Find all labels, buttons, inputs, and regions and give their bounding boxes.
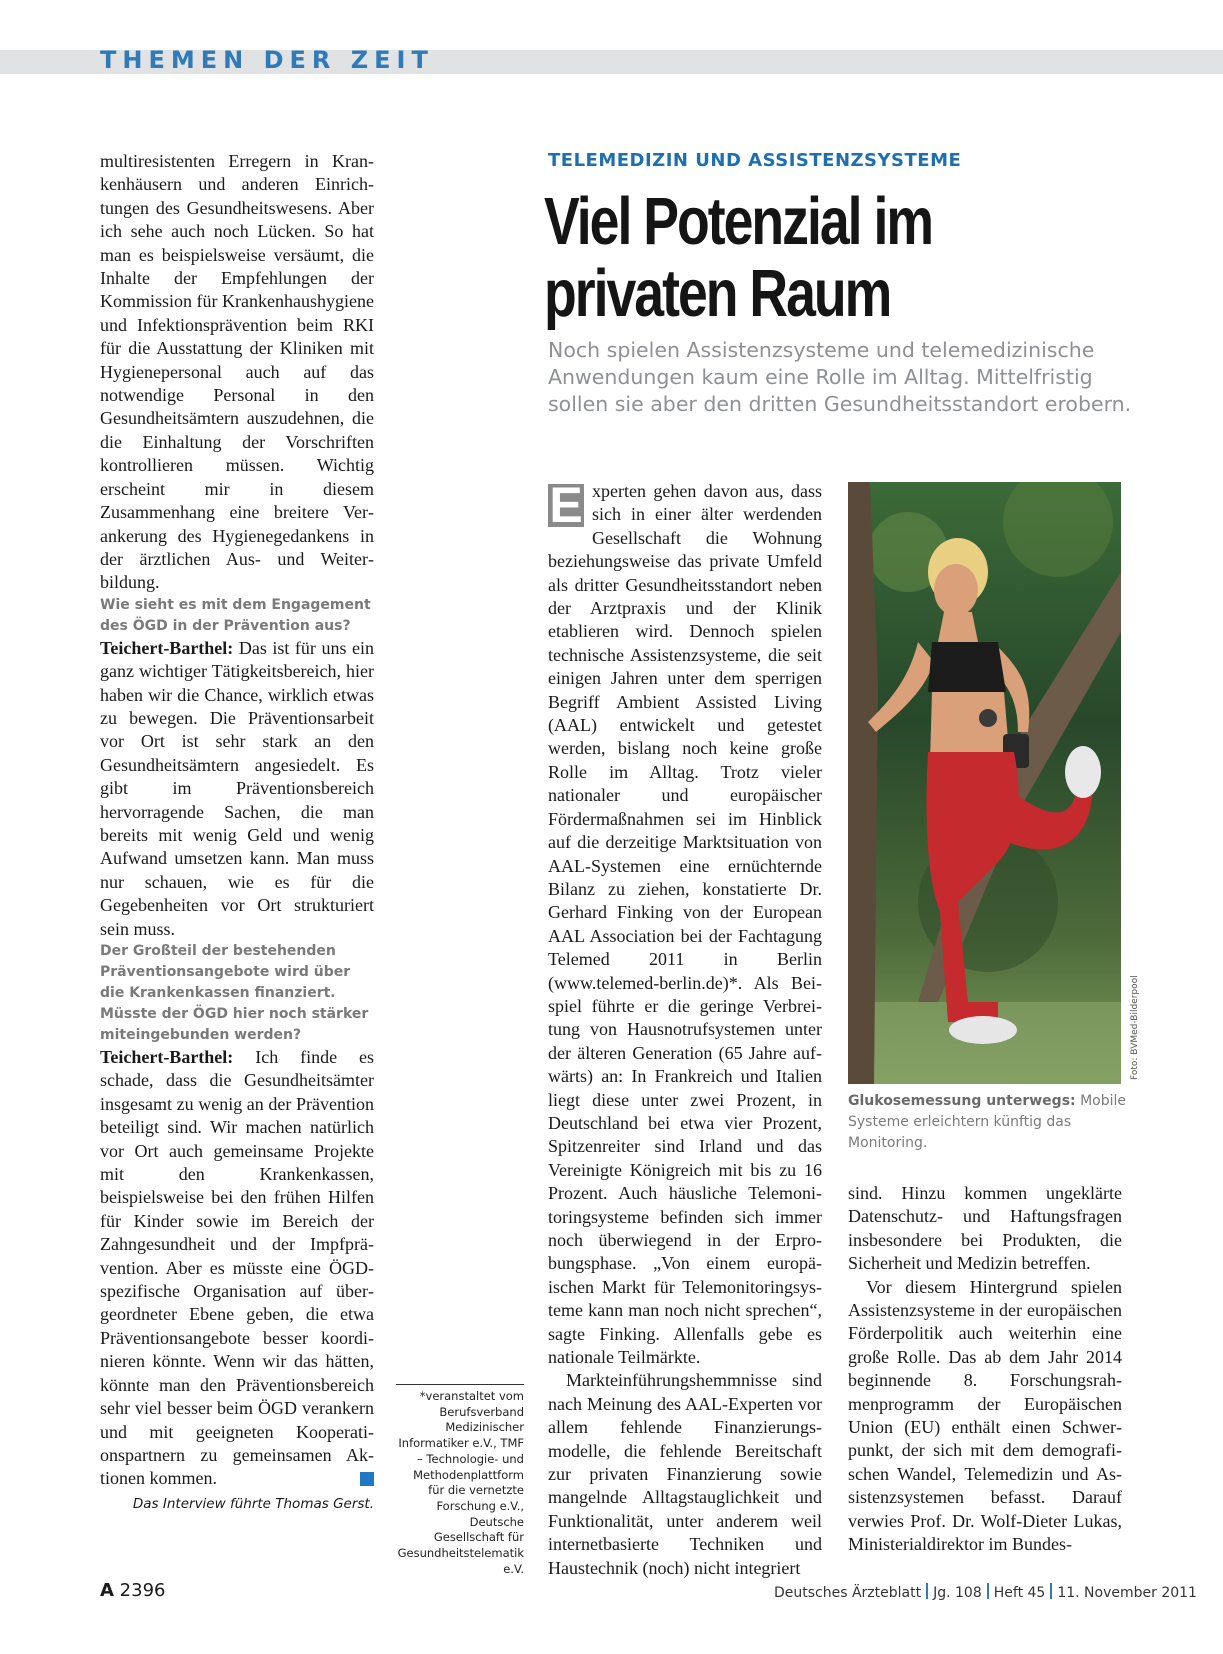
interview-paragraph: multiresistenten Erregern in Krankenhäusern und anderen Einrichtungen des Gesundheitswesens. Aber ich sehe auch noch Lücken. So hat man es beispielsweise versäumt, die Inhalte der Empfehlungen der Kommission für Krankenhaushygiene und Infektionsprävention beim RKI für die Ausstattung der Kliniken mit Hygienepersonal auch auf das notwendige Personal in den Gesundheitsämtern auszudehnen, die die Einhaltung der Vorschriften kontrollieren müssen. Wichtig erscheint mir in diesem Zusammenhang eine breitere Verankerung des Hygienegedankens in der ärztlichen Aus- und Weiterbildung.: [100, 151, 374, 593]
article-paragraph: sind. Hinzu kommen ungeklärte Datenschutz- und Haftungsfragen insbesondere bei Produkten, die Sicherheit und Medizin betreffen.: [848, 1183, 1122, 1274]
interview-answer: [100, 637, 374, 941]
speaker-name: Teichert-Barthel:: [100, 637, 234, 658]
separator: [926, 1583, 928, 1599]
article-photo: [848, 482, 1121, 1084]
interview-column: [100, 150, 374, 1516]
interview-question: Der Großteil der bestehenden Präventionsangebote wird über die Krankenkassen finanziert. Müsste der ÖGD hier noch stärker miteingebunden werden?: [100, 943, 369, 1043]
paragraph-text: xperten gehen davon aus, dass sich in einer älter werdenden Gesellschaft die Wohnung beziehungsweise das private Umfeld als dritter Gesundheitsstandort neben der Arztpraxis und der Klinik etablieren wird. Dennoch spielen technische Assistenzsysteme, die seit einigen Jahren unter dem sperrigen Begriff Ambient Assisted Living (AAL) entwickelt und getestet werden, bislang noch keine große Rolle im Alltag. Trotz vieler nationaler und europäischer Fördermaßnahmen sei im Hinblick auf die derzeitige Marktsituation von AAL-Systemen eine ernüchternde Bilanz zu ziehen, konstatierte Dr. Gerhard Finking von der European AAL Association bei der Fachtagung Telemed 2011 in Berlin (www.telemed-berlin.de)*. Als Beispiel führte er die geringe Verbreitung von Hausnotrufsystemen unter der älteren Generation (65 Jahre aufwärts) an: In Frankreich und Italien liegt diese unter zwei Prozent, in Deutschland bei etwa vier Prozent, Spitzenreiter sind Irland und das Vereinigte Königreich mit bis zu 16 Prozent. Auch häusliche Telemonitoringsysteme befinden sich immer noch überwiegend in der Erprobungsphase. „Von einem europäischen Markt für Telemonitoringsysteme kann man noch nicht sprechen“, sagte Finking. Allenfalls gebe es nationale Teilmärkte.: [548, 481, 822, 1368]
article-column-right: [848, 1182, 1122, 1557]
journal-info: [774, 1583, 1197, 1601]
speaker-name: Teichert-Barthel:: [100, 1047, 234, 1067]
separator: [987, 1583, 989, 1599]
article-headline: [544, 186, 932, 330]
page-prefix: A: [100, 1580, 114, 1601]
article-column-middle: [548, 477, 822, 1580]
jogger-photo-illustration: [848, 482, 1121, 1084]
article-paragraph: Vor diesem Hintergrund spielen Assistenzsysteme in der europäischen Förderpolitik auch weiterhin eine große Rolle. Das ab dem Jahr 2014 beginnende 8. Forschungsrahmenprogramm der Europäischen Union (EU) enthält einen Schwerpunkt, der sich mit dem demografischen Wandel, Telemedizin und Assistenzsystemen befasst. Darauf verwies Prof. Dr. Wolf-Dieter Lukas, Ministerialdirektor im Bundes-: [848, 1276, 1122, 1555]
article-paragraph: Markteinführungshemmnisse sind nach Meinung des AAL-Experten vor allem fehlende Finanzierungsmodelle, die fehlende Bereitschaft zur privaten Finanzierung sowie mangelnde Alltagstauglichkeit und Funktionalität, unter anderem weil internetbasierte Techniken und Haustechnik (noch) nicht integriert: [548, 1370, 822, 1578]
photo-caption: [848, 1091, 1128, 1154]
interview-question: Wie sieht es mit dem Engagement des ÖGD in der Prävention aus?: [100, 596, 371, 634]
end-mark-icon: [360, 1472, 374, 1486]
separator: [1050, 1583, 1052, 1599]
article-lead: Noch spielen Assistenzsysteme und telemedizinische Anwendungen kaum eine Rolle im Alltag. Mittelfristig sollen sie aber den dritten Gesundheitsstandort erobern.: [548, 338, 1132, 416]
headline-line: privaten Raum: [544, 256, 891, 331]
drop-cap: E: [549, 477, 583, 533]
page-number: [100, 1580, 165, 1601]
journal-name: Deutsches Ärzteblatt: [774, 1585, 922, 1601]
article-kicker: TELEMEDIZIN UND ASSISTENZSYSTEME: [548, 150, 962, 171]
answer-text: Ich finde es schade, dass die Gesundheitsämter insgesamt zu wenig an der Prävention beteiligt sind. Wir machen natürlich vor Ort auch gemeinsame Projekte mit den Krankenkassen, beispielsweise bei den frühen Hilfen für Kinder sowie im Bereich der Zahngesundheit und der Impfprävention. Aber es müsste eine ÖGD-spezifische Organisation auf übergeordneter Ebene geben, die etwa Präventionsangebote besser koordinieren könnte. Wenn wir das hätten, könnte man den Präventionsbereich sehr viel besser beim ÖGD verankern und mit geeigneten Kooperationspartnern zu gemeinsamen Aktionen kommen.: [100, 1047, 374, 1489]
journal-issue: Heft 45: [993, 1585, 1046, 1601]
journal-date: 11. November 2011: [1057, 1585, 1197, 1601]
photo-credit: Foto: BVMed-Bilderpool: [1130, 975, 1140, 1080]
footnote: *veranstaltet vom Berufsverband Medizinischer Informatiker e.V., TMF – Technologie- und Methodenplattform für die vernetzte Forschung e.V., Deutsche Gesellschaft für Gesundheitstelematik e.V.: [396, 1384, 524, 1577]
interview-credit: Das Interview führte Thomas Gerst.: [132, 1495, 374, 1512]
caption-text: Mobile Systeme erleichtern künftig das Monitoring.: [848, 1093, 1126, 1151]
section-title: THEMEN DER ZEIT: [100, 46, 434, 74]
caption-title: Glukosemessung unterwegs:: [848, 1093, 1076, 1109]
journal-volume: Jg. 108: [933, 1585, 982, 1601]
answer-text: Das ist für uns ein ganz wichtiger Tätigkeitsbereich, hier haben wir die Chance, wirklich etwas zu bewegen. Die Präventionsarbeit vor Ort ist sehr stark an den Gesundheitsämtern angesiedelt. Es gibt im Präventionsbereich hervorragende Sachen, die man bereits mit wenig Geld und wenig Aufwand umsetzen kann. Man muss nur schauen, wie es für die Gegebenheiten vor Ort strukturiert sein muss.: [100, 637, 374, 939]
headline-line: Viel Potenzial im: [544, 184, 932, 259]
page-number-value: 2396: [119, 1580, 166, 1601]
article-paragraph: [548, 477, 822, 1369]
interview-answer: [100, 1046, 374, 1491]
